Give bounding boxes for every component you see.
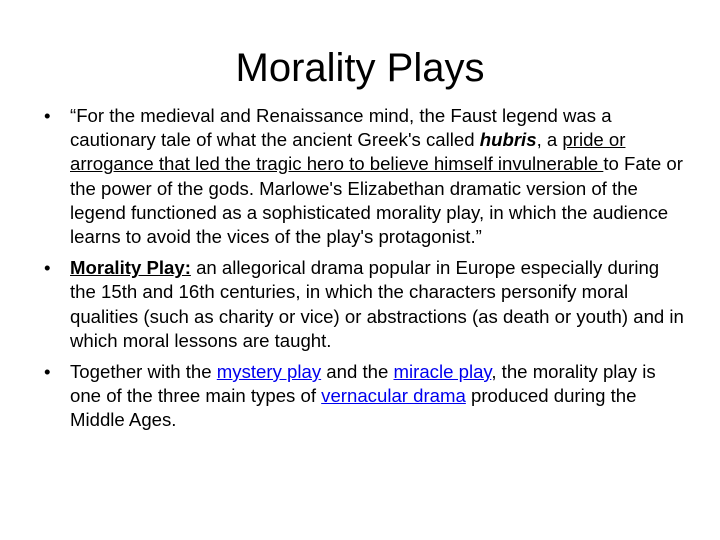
- bullet-list: [44, 104, 684, 440]
- hubris-definition: pride or arrogance that led the tragic hero to believe himself invulnerable: [70, 129, 626, 175]
- bullet-marker: •: [44, 257, 51, 279]
- morality-play-definition: an allegorical drama popular in Europe especially during the 15th and 16th centuries, in which the characters personify moral qualities (such as charity or vice) or abstractions (as death or youth) and in which moral lessons are taught.: [70, 257, 684, 351]
- mystery-play-link[interactable]: mystery play: [216, 361, 322, 383]
- bullet-types: [44, 360, 684, 433]
- quote-text-end: to Fate or the power of the gods. Marlowe's Elizabethan dramatic version of the legend functioned as a sophisticated morality play, in which the audience learns to avoid the vices of the play's protagonist.”: [70, 153, 683, 248]
- quote-text-comma: , a: [536, 129, 563, 151]
- miracle-play-link[interactable]: miracle play: [393, 361, 492, 383]
- slide-title: Morality Plays: [235, 46, 485, 90]
- types-text-start: Together with the: [70, 361, 217, 383]
- types-text-end: produced during the Middle Ages.: [70, 385, 637, 431]
- bullet-definition: [44, 256, 684, 353]
- vernacular-drama-link[interactable]: vernacular drama: [321, 385, 466, 407]
- hubris-term: hubris: [479, 129, 537, 151]
- types-text-middle: , the morality play is one of the three main types of: [70, 361, 656, 407]
- bullet-marker: •: [44, 105, 51, 126]
- types-text-and: and the: [321, 361, 394, 383]
- quote-text-start: “For the medieval and Renaissance mind, the Faust legend was a cautionary tale of what the ancient Greek's called: [70, 105, 612, 151]
- bullet-marker: •: [44, 361, 51, 383]
- morality-play-term: Morality Play:: [70, 257, 191, 279]
- bullet-quote: [44, 104, 684, 249]
